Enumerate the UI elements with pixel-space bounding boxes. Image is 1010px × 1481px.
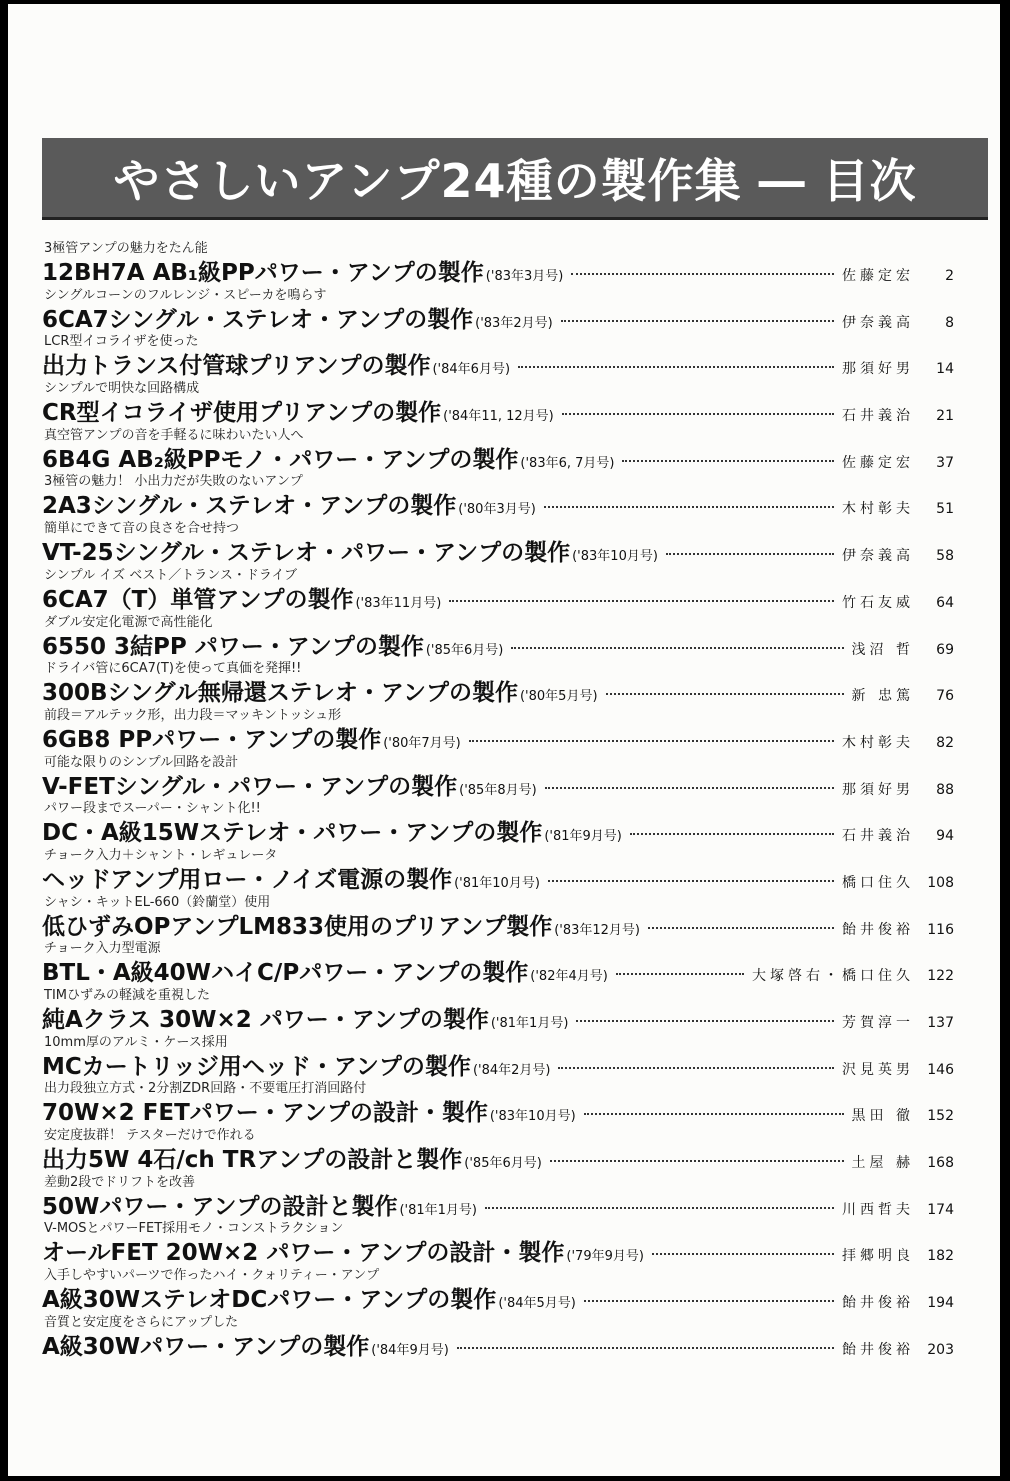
- dot-leader: [616, 973, 744, 975]
- title-banner: [42, 138, 988, 220]
- dot-leader: [571, 273, 834, 275]
- toc-entry[interactable]: [42, 330, 954, 380]
- toc-entry[interactable]: [42, 564, 954, 611]
- entry-subtitle: TIMひずみの軽減を重視した: [44, 988, 210, 1003]
- entry-title: 12BH7A AB₁級PPパワー・アンプの製作: [42, 260, 484, 286]
- entry-subtitle: 入手しやすいパーツで作ったハイ・クォリティー・アンプ: [44, 1268, 380, 1284]
- entry-main-line: [42, 954, 954, 987]
- entry-title: CR型イコライザ使用プリアンプの製作: [42, 400, 442, 427]
- entry-title: 300Bシングル無帰還ステレオ・アンプの製作: [42, 680, 518, 707]
- entry-page-number: 51: [936, 501, 954, 518]
- entry-author: 飴井俊裕: [842, 1341, 914, 1358]
- entry-subtitle: 音質と安定度をさらにアップした: [44, 1314, 239, 1330]
- entry-author: 新 忠篤: [851, 688, 914, 705]
- toc-entry[interactable]: [42, 424, 954, 471]
- entry-main-line: [42, 1141, 954, 1174]
- toc-entry[interactable]: [42, 657, 954, 707]
- entry-main-line: [42, 1234, 954, 1267]
- document-title: やさしいアンプ24種の製作集 ― 目次: [113, 153, 917, 208]
- entry-page-number: 122: [927, 968, 954, 985]
- entry-subtitle: V-MOSとパワーFET採用モノ・コンストラクション: [44, 1221, 344, 1237]
- entry-author: 那須好男: [842, 781, 914, 798]
- document-page: [8, 4, 1000, 1476]
- toc-entry[interactable]: [42, 470, 954, 520]
- entry-subtitle: シンプルで明快な回路構成: [44, 381, 200, 397]
- dot-leader: [548, 880, 834, 882]
- entry-main-line: [42, 581, 954, 611]
- entry-issue: ('84年5月号): [498, 1296, 576, 1312]
- entry-main-line: [42, 347, 954, 380]
- dot-leader: [630, 833, 834, 835]
- entry-main-line: [42, 441, 954, 471]
- dot-leader: [561, 320, 834, 322]
- entry-author: 佐藤定宏: [842, 454, 914, 471]
- toc-entry[interactable]: [42, 797, 954, 847]
- entry-author: 土屋 赫: [851, 1155, 914, 1172]
- entry-title: 6CA7シングル・ステレオ・アンプの製作: [42, 306, 474, 333]
- entry-subtitle: 3極管の魅力！ 小出力だが失敗のないアンプ: [44, 474, 303, 490]
- entry-author: 芳賀淳一: [842, 1015, 914, 1031]
- dot-leader: [648, 927, 834, 929]
- entry-main-line: [42, 1188, 954, 1218]
- toc-entry[interactable]: [42, 1171, 954, 1218]
- table-of-contents: [42, 237, 954, 1358]
- entry-issue: ('81年1月号): [399, 1202, 477, 1218]
- dot-leader: [449, 600, 834, 602]
- toc-entry[interactable]: [42, 1031, 954, 1078]
- entry-title: 出力5W 4石/ch TRアンプの設計と製作: [42, 1147, 463, 1174]
- entry-subtitle: パワー段までスーパー・シャント化!!: [44, 801, 261, 817]
- entry-subtitle: 3極管アンプの魅力をたん能: [44, 241, 208, 256]
- entry-title: 6550 3結PP パワー・アンプの製作: [42, 633, 424, 660]
- entry-page-number: 76: [936, 688, 954, 705]
- toc-entry[interactable]: [42, 377, 954, 427]
- entry-main-line: [42, 1001, 954, 1031]
- entry-author: 木村彰夫: [842, 501, 914, 518]
- dot-leader: [606, 693, 844, 695]
- entry-main-line: [42, 861, 954, 891]
- dot-leader: [584, 1113, 844, 1115]
- entry-subtitle: シャシ・キットEL-660（鈴蘭堂）使用: [44, 894, 271, 910]
- toc-entry[interactable]: [42, 751, 954, 798]
- entry-author: 黒田 徹: [851, 1108, 914, 1125]
- toc-entry[interactable]: [42, 984, 954, 1031]
- entry-title: 6GB8 PPパワー・アンプの製作: [42, 726, 382, 753]
- dot-leader: [545, 787, 834, 789]
- entry-page-number: 137: [927, 1015, 954, 1031]
- entry-title: 純Aクラス 30W×2 パワー・アンプの製作: [42, 1007, 489, 1033]
- entry-main-line: [42, 1328, 954, 1358]
- entry-main-line: [42, 628, 954, 658]
- entry-page-number: 88: [936, 781, 954, 798]
- entry-subtitle: 真空管アンプの音を手軽るに味わいたい人へ: [44, 427, 304, 443]
- entry-subtitle: 安定度抜群！ テスターだけで作れる: [44, 1128, 256, 1144]
- entry-main-line: [42, 301, 954, 331]
- toc-entry[interactable]: [42, 937, 954, 987]
- entry-title: 6B4G AB₂級PPモノ・パワー・アンプの製作: [42, 446, 519, 473]
- entry-issue: ('85年6月号): [464, 1156, 542, 1172]
- entry-subtitle: シングルコーンのフルレンジ・スピーカを鳴らす: [44, 287, 327, 303]
- entry-title: 50Wパワー・アンプの設計と製作: [42, 1193, 398, 1220]
- entry-issue: ('85年6月号): [425, 642, 504, 658]
- entry-page-number: 14: [936, 361, 954, 378]
- dot-leader: [511, 647, 843, 649]
- entry-title: 2A3シングル・ステレオ・アンプの製作: [42, 493, 457, 520]
- dot-leader: [576, 1020, 834, 1022]
- dot-leader: [485, 1207, 834, 1209]
- entry-author: 飴井俊裕: [842, 921, 914, 938]
- entry-author: 木村彰夫: [842, 734, 914, 751]
- toc-entry[interactable]: [42, 1311, 954, 1358]
- toc-entry[interactable]: [42, 891, 954, 938]
- entry-subtitle: LCR型イコライザを使った: [44, 334, 199, 350]
- entry-issue: ('84年2月号): [472, 1062, 551, 1078]
- entry-title: 6CA7（T）単管アンプの製作: [42, 586, 354, 613]
- entry-title: MCカートリッジ用ヘッド・アンプの製作: [42, 1053, 471, 1080]
- entry-title: 出力トランス付管球プリアンプの製作: [42, 353, 431, 380]
- entry-main-line: [42, 1048, 954, 1078]
- entry-subtitle: 簡単にできて音の良さを合せ持つ: [44, 521, 240, 537]
- entry-issue: ('84年11, 12月号): [443, 409, 554, 425]
- entry-title: ヘッドアンプ用ロー・ノイズ電源の製作: [42, 866, 453, 893]
- entry-page-number: 2: [945, 268, 954, 284]
- entry-page-number: 58: [936, 548, 954, 565]
- entry-author: 佐藤定宏: [842, 268, 914, 284]
- entry-issue: ('80年5月号): [519, 689, 598, 705]
- entry-issue: ('80年7月号): [383, 735, 461, 751]
- entry-subtitle: ドライバ管に6CA7(T)を使って真価を発揮!!: [44, 661, 302, 677]
- entry-page-number: 82: [936, 734, 954, 751]
- toc-entry[interactable]: [42, 844, 954, 891]
- entry-issue: ('84年9月号): [371, 1342, 449, 1358]
- entry-page-number: 174: [927, 1201, 954, 1218]
- entry-subtitle: 出力段独立方式・2分割ZDR回路・不要電圧打消回路付: [44, 1081, 367, 1097]
- entry-page-number: 8: [945, 314, 954, 331]
- dot-leader: [562, 413, 834, 415]
- dot-leader: [457, 1347, 834, 1349]
- entry-main-line: [42, 768, 954, 798]
- dot-leader: [584, 1300, 834, 1302]
- entry-page-number: 69: [936, 641, 954, 658]
- entry-issue: ('81年10月号): [454, 875, 540, 891]
- toc-entry[interactable]: [42, 1124, 954, 1174]
- entry-issue: ('79年9月号): [566, 1249, 644, 1265]
- dot-leader: [666, 553, 834, 555]
- entry-main-line: [42, 487, 954, 520]
- entry-title: 低ひずみOPアンプLM833使用のプリアンプ製作: [42, 913, 553, 940]
- entry-author: 大塚啓右・橋口住久: [752, 968, 914, 985]
- entry-issue: ('81年1月号): [490, 1016, 569, 1031]
- entry-title: V-FETシングル・パワー・アンプの製作: [42, 773, 458, 800]
- entry-issue: ('85年8月号): [459, 782, 537, 798]
- entry-author: 橋口住久: [842, 874, 914, 891]
- dot-leader: [518, 366, 834, 368]
- dot-leader: [558, 1067, 834, 1069]
- entry-page-number: 168: [927, 1155, 954, 1172]
- toc-entry[interactable]: [42, 284, 954, 331]
- entry-subtitle: 差動2段でドリフトを改善: [44, 1174, 196, 1190]
- entry-author: 那須好男: [842, 361, 914, 378]
- entry-title: DC・A級15Wステレオ・パワー・アンプの製作: [42, 820, 543, 847]
- entry-title: VT-25シングル・ステレオ・パワー・アンプの製作: [42, 540, 571, 567]
- entry-page-number: 203: [927, 1341, 954, 1358]
- entry-main-line: [42, 394, 954, 427]
- entry-issue: ('84年6月号): [432, 362, 511, 378]
- entry-issue: ('83年6, 7月号): [520, 455, 615, 471]
- entry-author: 石井義治: [842, 408, 914, 425]
- entry-issue: ('83年10月号): [489, 1109, 576, 1125]
- entry-author: 拝郷明良: [842, 1248, 914, 1265]
- entry-title: BTL・A級40WハイC/Pパワー・アンプの製作: [42, 960, 529, 987]
- entry-title: オールFET 20W×2 パワー・アンプの設計・製作: [42, 1240, 565, 1267]
- entry-page-number: 194: [927, 1295, 954, 1312]
- entry-subtitle: 可能な限りのシンプル回路を設計: [44, 754, 239, 770]
- entry-main-line: [42, 1281, 954, 1314]
- entry-page-number: 116: [927, 921, 954, 938]
- entry-issue: ('83年10月号): [572, 549, 658, 565]
- entry-main-line: [42, 814, 954, 847]
- entry-main-line: [42, 1094, 954, 1127]
- toc-entry[interactable]: [42, 704, 954, 751]
- entry-main-line: [42, 254, 954, 284]
- entry-author: 石井義治: [842, 828, 914, 845]
- entry-issue: ('80年3月号): [458, 502, 536, 518]
- entry-author: 飴井俊裕: [842, 1295, 914, 1312]
- dot-leader: [544, 506, 834, 508]
- entry-page-number: 21: [936, 408, 954, 425]
- entry-author: 伊奈義高: [842, 314, 914, 331]
- entry-issue: ('82年4月号): [530, 969, 608, 985]
- entry-issue: ('81年9月号): [544, 829, 622, 845]
- toc-entry[interactable]: [42, 237, 954, 284]
- entry-author: 浅沼 哲: [851, 641, 914, 658]
- entry-page-number: 94: [936, 828, 954, 845]
- entry-title: 70W×2 FETパワー・アンプの設計・製作: [42, 1100, 488, 1127]
- entry-subtitle: チョーク入力＋シャント・レギュレータ: [44, 847, 278, 863]
- dot-leader: [550, 1160, 844, 1162]
- dot-leader: [652, 1253, 834, 1255]
- entry-page-number: 37: [936, 454, 954, 471]
- entry-subtitle: シンプル イズ ベスト／トランス・ドライブ: [44, 567, 298, 583]
- entry-title: A級30Wパワー・アンプの製作: [42, 1333, 370, 1360]
- entry-main-line: [42, 534, 954, 567]
- entry-subtitle: 10mm厚のアルミ・ケース採用: [44, 1034, 228, 1050]
- dot-leader: [469, 740, 834, 742]
- entry-page-number: 64: [936, 594, 954, 611]
- entry-issue: ('83年11月号): [355, 595, 442, 611]
- entry-author: 伊奈義高: [842, 548, 914, 565]
- entry-page-number: 152: [927, 1108, 954, 1125]
- entry-main-line: [42, 721, 954, 751]
- dot-leader: [622, 460, 834, 462]
- entry-main-line: [42, 908, 954, 938]
- toc-entry[interactable]: [42, 611, 954, 658]
- entry-author: 竹石友威: [842, 594, 914, 611]
- entry-issue: ('83年12月号): [554, 922, 641, 938]
- toc-entry[interactable]: [42, 517, 954, 567]
- entry-author: 沢見英男: [842, 1061, 914, 1078]
- entry-page-number: 108: [927, 874, 954, 891]
- entry-page-number: 182: [927, 1248, 954, 1265]
- toc-entry[interactable]: [42, 1264, 954, 1314]
- entry-author: 川西哲夫: [842, 1201, 914, 1218]
- entry-main-line: [42, 674, 954, 707]
- entry-issue: ('83年2月号): [475, 315, 553, 331]
- toc-entry[interactable]: [42, 1217, 954, 1267]
- entry-subtitle: チョーク入力型電源: [44, 941, 161, 957]
- entry-issue: ('83年3月号): [485, 269, 564, 284]
- toc-entry[interactable]: [42, 1077, 954, 1127]
- entry-subtitle: 前段＝アルテック形，出力段＝マッキントッシュ形: [44, 707, 342, 723]
- entry-page-number: 146: [927, 1061, 954, 1078]
- entry-title: A級30WステレオDCパワー・アンプの製作: [42, 1287, 497, 1314]
- entry-subtitle: ダブル安定化電源で高性能化: [44, 614, 213, 630]
